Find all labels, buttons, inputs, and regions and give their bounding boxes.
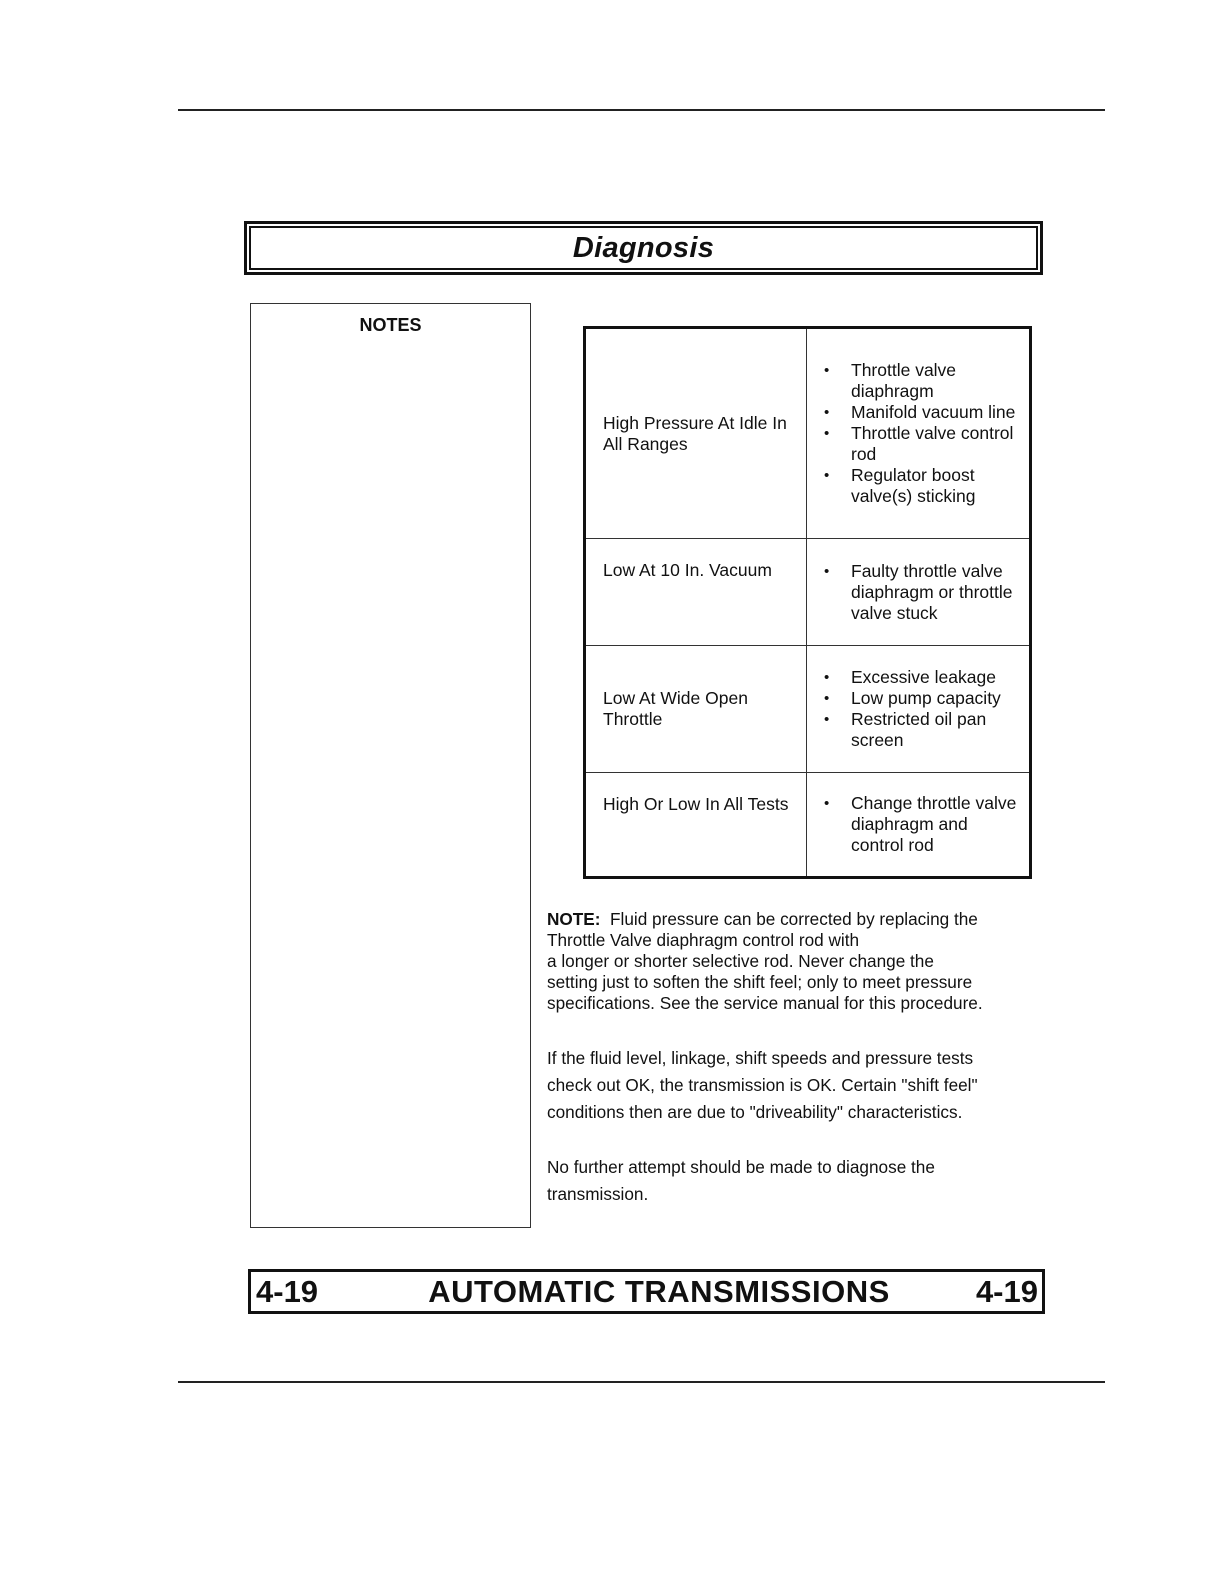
page-number-right: 4-19	[975, 1273, 1038, 1309]
page-number-left: 4-19	[256, 1273, 319, 1309]
cause-cell	[807, 773, 1031, 878]
section-title-box	[244, 221, 1043, 275]
condition-cell	[585, 773, 807, 878]
condition-cell	[585, 539, 807, 646]
top-rule	[178, 109, 1105, 111]
list-item: • Regulator boost valve(s) sticking	[824, 465, 976, 506]
cause-list	[821, 667, 1019, 751]
cause-cell	[807, 539, 1031, 646]
condition-cell	[585, 328, 807, 539]
section-title-inner	[249, 226, 1038, 270]
bullet-icon: •	[824, 425, 830, 442]
note-label: NOTE:	[547, 909, 601, 929]
bullet-icon: •	[824, 711, 830, 728]
notes-label: NOTES	[359, 315, 422, 335]
condition-text: Low At Wide Open Throttle	[603, 688, 748, 729]
notes-box	[250, 303, 531, 1228]
condition-text: Low At 10 In. Vacuum	[603, 560, 772, 580]
note-line: a longer or shorter selective rod. Never change the	[547, 951, 934, 971]
list-item: • Throttle valve diaphragm	[824, 360, 957, 401]
cause-list	[821, 793, 1019, 856]
cause-list	[821, 561, 1019, 624]
footer-title: AUTOMATIC TRANSMISSIONS	[428, 1273, 890, 1309]
diagnosis-table	[583, 326, 1032, 879]
bullet-icon: •	[824, 362, 830, 379]
cause-list	[821, 360, 1019, 507]
cause-cell	[807, 328, 1031, 539]
bottom-rule	[178, 1381, 1105, 1383]
footer-bar	[248, 1269, 1045, 1314]
list-item: • Throttle valve control rod	[824, 423, 1014, 464]
condition-text: High Pressure At Idle In All Ranges	[603, 412, 787, 454]
bullet-icon: •	[824, 669, 830, 686]
note-line: setting just to soften the shift feel; only to meet pressure	[547, 972, 973, 992]
list-item: • Change throttle valve diaphragm and control rod	[824, 793, 1017, 855]
list-item: • Low pump capacity	[824, 688, 1001, 708]
bullet-icon: •	[824, 795, 830, 812]
note-line: Throttle Valve diaphragm control rod with	[547, 930, 860, 950]
table-row	[585, 539, 1031, 646]
note-line: NOTE: Fluid pressure can be corrected by replacing the	[547, 909, 978, 929]
cause-cell	[807, 646, 1031, 773]
condition-cell	[585, 646, 807, 773]
table-row	[585, 773, 1031, 878]
note-line: specifications. See the service manual for this procedure.	[547, 993, 983, 1013]
bullet-icon: •	[824, 404, 830, 421]
condition-text: High Or Low In All Tests	[603, 794, 789, 814]
section-title: Diagnosis	[572, 231, 715, 264]
table-row	[585, 646, 1031, 773]
bullet-icon: •	[824, 467, 830, 484]
list-item: • Restricted oil pan screen	[824, 709, 987, 750]
list-item: • Manifold vacuum line	[824, 402, 1016, 422]
table-row	[585, 328, 1031, 539]
bullet-icon: •	[824, 690, 830, 707]
paragraph-closing: No further attempt should be made to diagnose the transmission.	[547, 1157, 935, 1204]
bullet-icon: •	[824, 562, 830, 580]
paragraph-status: If the fluid level, linkage, shift speeds and pressure tests check out OK, the transmission is OK. Certain "shift feel" conditions then are due to "driveability" characteristics.	[547, 1048, 978, 1122]
note-block	[547, 909, 1027, 1014]
list-item: • Faulty throttle valve diaphragm or throttle valve stuck	[824, 560, 1013, 623]
list-item: • Excessive leakage	[824, 667, 996, 687]
